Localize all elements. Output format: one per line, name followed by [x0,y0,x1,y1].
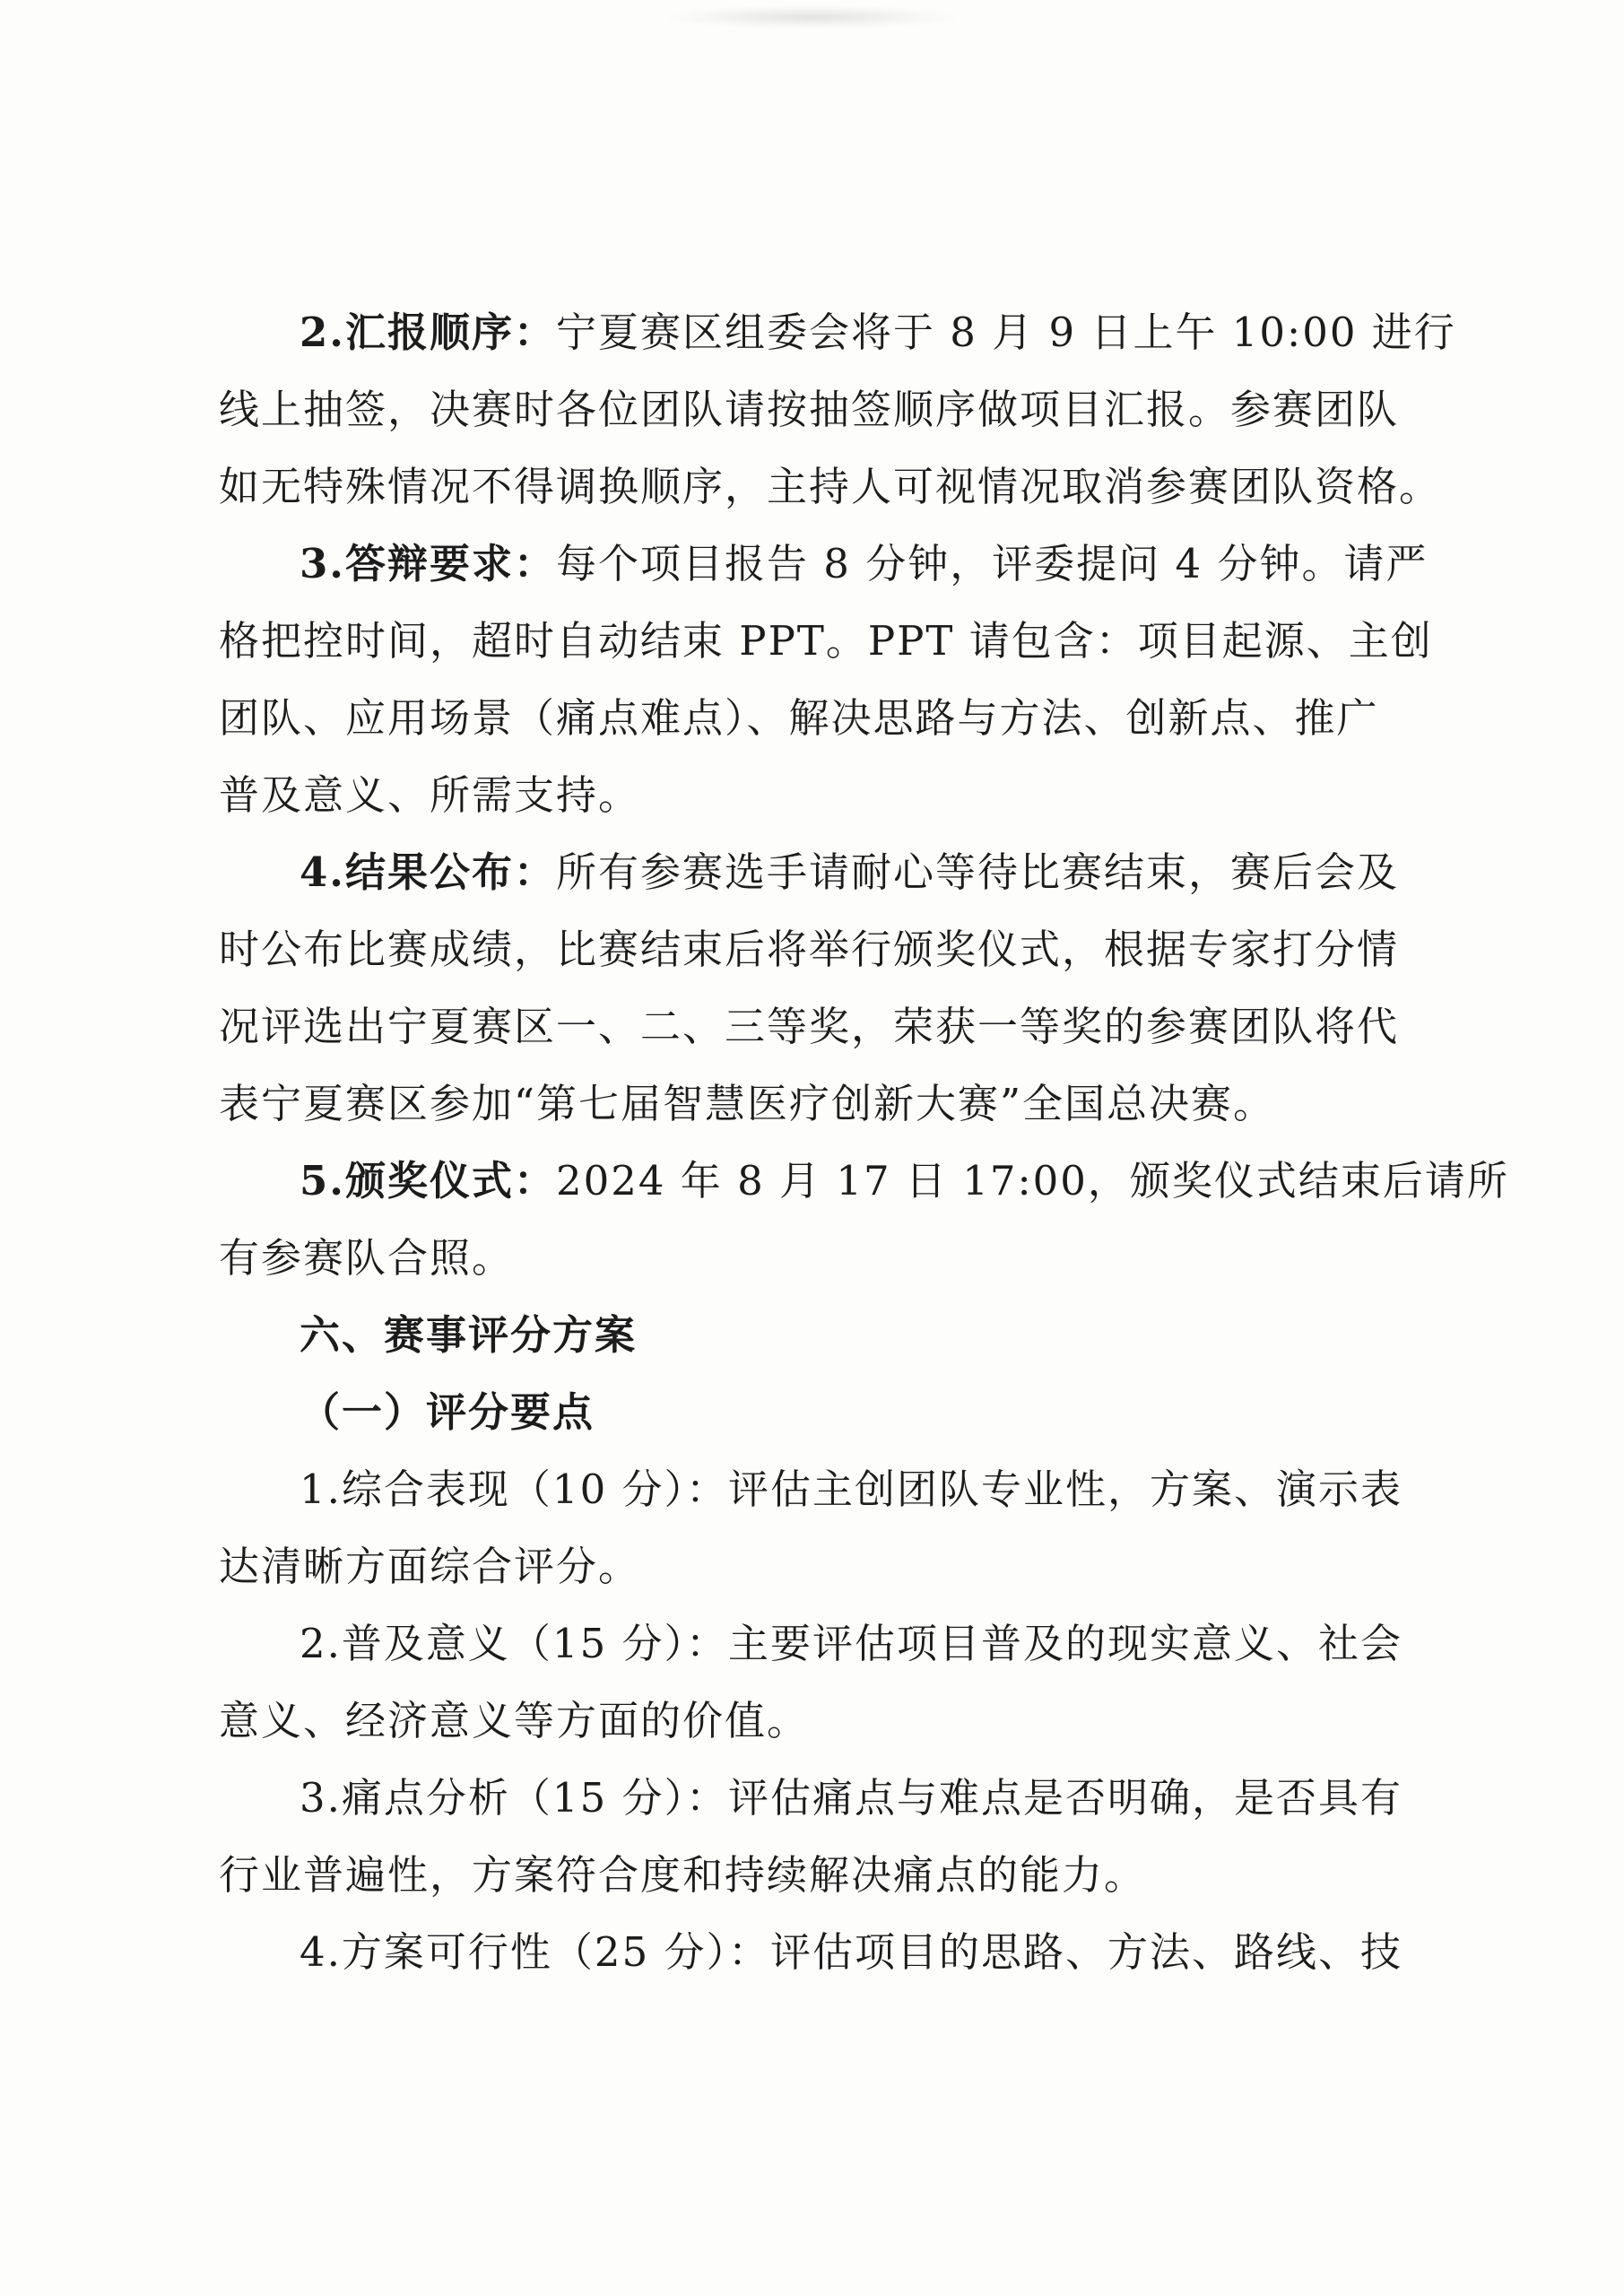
paragraph-line: 普及意义、所需支持。 [219,771,641,819]
scan-artifact [668,5,955,29]
paragraph-text: 宁夏赛区组委会将于 8 月 9 日上午 10:00 进行 [555,309,1456,356]
paragraph-defense-requirements [219,526,1433,834]
paragraph-line [219,834,1420,911]
document-body [219,294,1509,1991]
paragraph-line: 表宁夏赛区参加“第七届智慧医疗创新大赛”全国总决赛。 [219,1080,1276,1127]
paragraph-line [219,1143,1509,1220]
section-heading: 六、赛事评分方案 [300,1311,638,1359]
criterion-line: 4.方案可行性（25 分）：评估项目的思路、方法、路线、技 [300,1928,1403,1976]
paragraph-line [219,294,1456,371]
criterion-line: 意义、经济意义等方面的价值。 [219,1697,810,1744]
paragraph-line: 况评选出宁夏赛区一、二、三等奖，荣获一等奖的参赛团队将代 [219,1003,1400,1050]
criterion-popularization-significance [219,1605,1420,1760]
paragraph-label: 3.答辩要求： [300,540,556,587]
paragraph-line: 如无特殊情况不得调换顺序，主持人可视情况取消参赛团队资格。 [219,463,1442,510]
criterion-line: 行业普遍性，方案符合度和持续解决痛点的能力。 [219,1851,1147,1899]
paragraph-line: 线上抽签，决赛时各位团队请按抽签顺序做项目汇报。参赛团队 [219,386,1400,433]
criterion-feasibility [219,1914,1420,1991]
criterion-line: 达清晰方面综合评分。 [219,1543,641,1590]
paragraph-text: 2024 年 8 月 17 日 17:00，颁奖仪式结束后请所 [555,1157,1509,1205]
paragraph-line: 有参赛队合照。 [219,1234,515,1282]
paragraph-text: 每个项目报告 8 分钟，评委提问 4 分钟。请严 [555,540,1429,587]
criterion-line: 1.综合表现（10 分）：评估主创团队专业性，方案、演示表 [300,1465,1403,1513]
paragraph-award-ceremony [219,1143,1509,1297]
criterion-pain-point-analysis [219,1760,1420,1914]
paragraph-line [219,526,1429,603]
criterion-overall-performance [219,1451,1420,1605]
paragraph-line: 时公布比赛成绩，比赛结束后将举行颁奖仪式，根据专家打分情 [219,926,1400,973]
sub-heading: （一）评分要点 [300,1388,595,1436]
paragraph-label: 4.结果公布： [300,848,556,896]
criterion-line: 2.普及意义（15 分）：主要评估项目普及的现实意义、社会 [300,1620,1403,1667]
paragraph-text: 所有参赛选手请耐心等待比赛结束，赛后会及 [555,848,1399,896]
paragraph-label: 2.汇报顺序： [300,309,556,356]
paragraph-report-order [219,294,1456,526]
criterion-line: 3.痛点分析（15 分）：评估痛点与难点是否明确，是否具有 [300,1774,1403,1822]
paragraph-line: 团队、应用场景（痛点难点）、解决思路与方法、创新点、推广 [219,694,1379,742]
paragraph-results-announcement [219,834,1420,1143]
paragraph-label: 5.颁奖仪式： [300,1157,556,1205]
paragraph-line: 格把控时间，超时自动结束 PPT。PPT 请包含：项目起源、主创 [219,617,1433,665]
